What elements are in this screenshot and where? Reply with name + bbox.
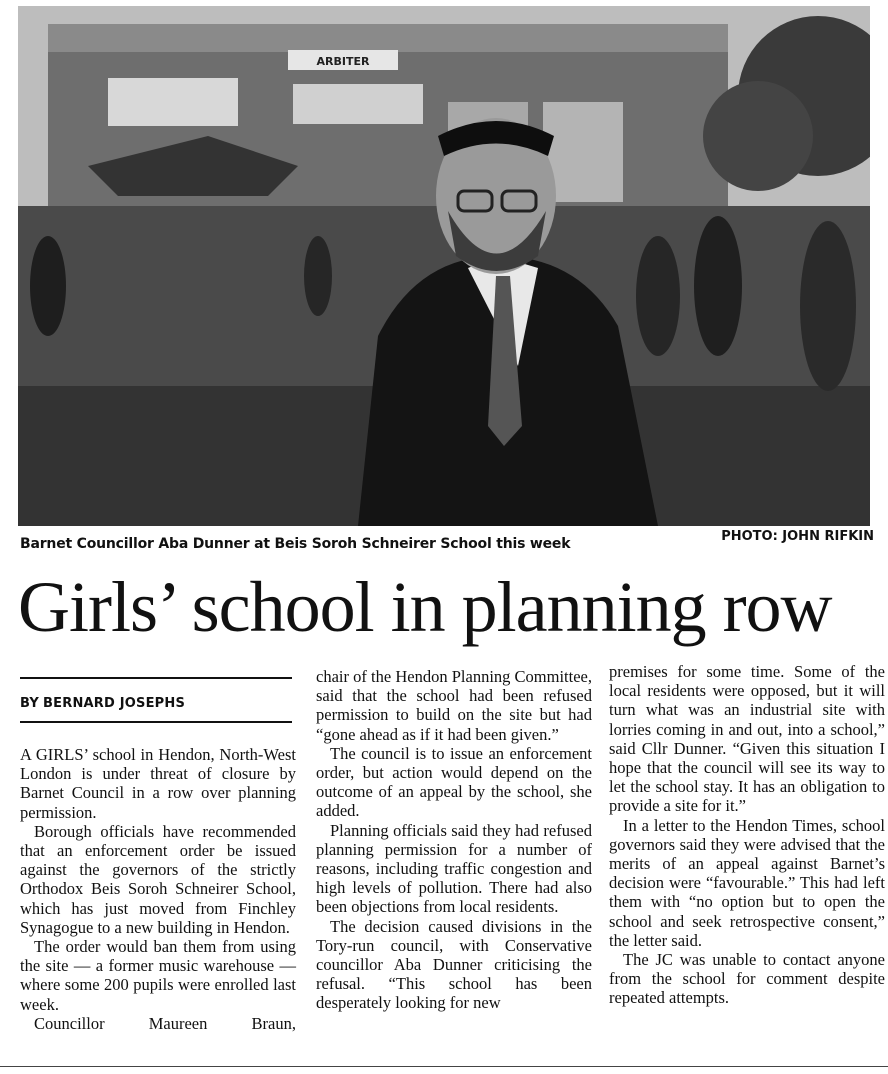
byline-top-rule [20, 677, 292, 679]
byline-name: BERNARD JOSEPHS [43, 696, 186, 711]
byline [20, 696, 185, 711]
building-sign: ARBITER [316, 55, 370, 68]
paragraph: Councillor Maureen Braun, [34, 1013, 296, 1033]
photo-illustration [18, 6, 870, 526]
photo-caption: Barnet Councillor Aba Dunner at Beis Soroh Schneirer School this week [20, 536, 571, 552]
byline-prefix: BY [20, 696, 40, 711]
news-photo [18, 6, 870, 526]
paragraph: premises for some time. Some of the local residents were opposed, but it will turn what was an industrial site with lorries coming in and out, into a school,” said Cllr Dunner. “Given this situation I hope that the council will see its way to let the school stay. It has an obligation to provide a site for it.” [609, 662, 885, 816]
article-column-1 [20, 745, 296, 1033]
paragraph: A GIRLS’ school in Hendon, North-West London is under threat of closure by Barnet Council in a row over planning permission. [20, 745, 296, 822]
paragraph: The decision caused divisions in the Tory-run council, with Conservative councillor Aba Dunner criticising the refusal. “This school has been desperately looking for new [316, 916, 592, 1013]
page-bottom-rule [0, 1066, 888, 1067]
article-column-3 [609, 662, 885, 1008]
photo-credit-name: JOHN RIFKIN [782, 529, 874, 544]
paragraph: Borough officials have recommended that an enforcement order be issued against the governors of the strictly Orthodox Beis Soroh Schneirer School, which has just moved from Finchley Synagogue to a new building in Hendon. [20, 821, 296, 937]
article-column-2 [316, 667, 592, 1013]
paragraph: The council is to issue an enforcement order, but action would depend on the outcome of an appeal by the school, she added. [316, 743, 592, 821]
byline-bottom-rule [20, 721, 292, 723]
photo-credit [721, 529, 874, 544]
headline: Girls’ school in planning row [18, 567, 832, 647]
paragraph: The order would ban them from using the site — a former music warehouse — where some 200 pupils were enrolled last week. [20, 937, 296, 1014]
paragraph: The JC was unable to contact anyone from the school for comment despite repeated attempts. [609, 950, 885, 1008]
photo-credit-label: PHOTO: [721, 529, 778, 544]
paragraph: chair of the Hendon Planning Committee, said that the school had been refused permission to build on the site but had “gone ahead as if it had been given.” [316, 667, 592, 744]
paragraph: In a letter to the Hendon Times, school governors said they were advised that the merits of an appeal against Barnet’s decision were “favourable.” This had left them with “no option but to open the school and seek retrospective consent,” the letter said. [609, 815, 885, 950]
paragraph: Planning officials said they had refused planning permission for a number of reasons, including traffic congestion and high levels of pollution. There had also been objections from local residents. [316, 820, 592, 917]
